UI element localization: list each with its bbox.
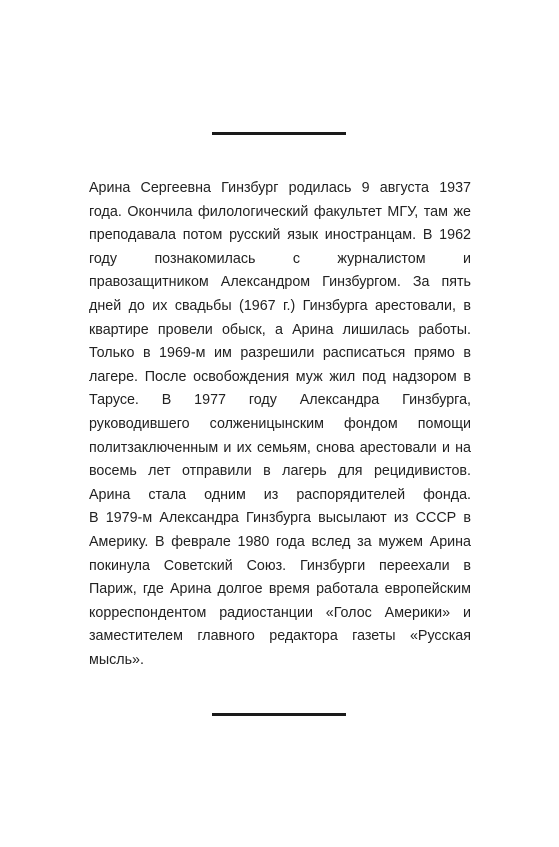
paragraph-line: году познакомилась с журналистом и xyxy=(89,250,471,267)
paragraph-line: года. Окончила филологический факультет МГУ, там же xyxy=(89,203,471,220)
paragraph-line: покинула Советский Союз. Гинзбурги переехали в xyxy=(89,557,471,574)
bottom-divider xyxy=(212,713,346,716)
top-divider xyxy=(212,132,346,135)
paragraph-line: лагере. После освобождения муж жил под надзором в xyxy=(89,368,471,385)
paragraph-line: Париж, где Арина долгое время работала европейским xyxy=(89,581,471,598)
paragraph-line: восемь лет отправили в лагерь для рецидивистов. xyxy=(89,463,471,480)
paragraph-line: дней до их свадьбы (1967 г.) Гинзбурга арестовали, в xyxy=(89,297,471,314)
paragraph-line: преподавала потом русский язык иностранцам. В 1962 xyxy=(89,227,471,244)
paragraph-line: Арина Сергеевна Гинзбург родилась 9 августа 1937 xyxy=(89,180,471,196)
paragraph-line: политзаключенным и их семьям, снова арестовали и на xyxy=(89,439,471,456)
paragraph-line: правозащитником Александром Гинзбургом. За пять xyxy=(89,274,471,291)
paragraph-line: корреспондентом радиостанции «Голос Америки» и xyxy=(89,604,471,621)
paragraph-line: мысль». xyxy=(89,651,144,668)
paragraph-line: Америку. В феврале 1980 года вслед за мужем Арина xyxy=(89,533,471,550)
paragraph-line: заместителем главного редактора газеты «Русская xyxy=(89,628,471,645)
body-paragraph xyxy=(89,177,471,672)
paragraph-line: Арина стала одним из распорядителей фонда. xyxy=(89,486,471,503)
paragraph-line: Только в 1969-м им разрешили расписаться прямо в xyxy=(89,345,471,362)
paragraph-line: В 1979-м Александра Гинзбурга высылают из СССР в xyxy=(89,510,471,527)
paragraph-line: руководившего солженицынским фондом помощи xyxy=(89,415,471,432)
paragraph-line: Тарусе. В 1977 году Александра Гинзбурга, xyxy=(89,392,471,409)
paragraph-line: квартире провели обыск, а Арина лишилась работы. xyxy=(89,321,471,338)
